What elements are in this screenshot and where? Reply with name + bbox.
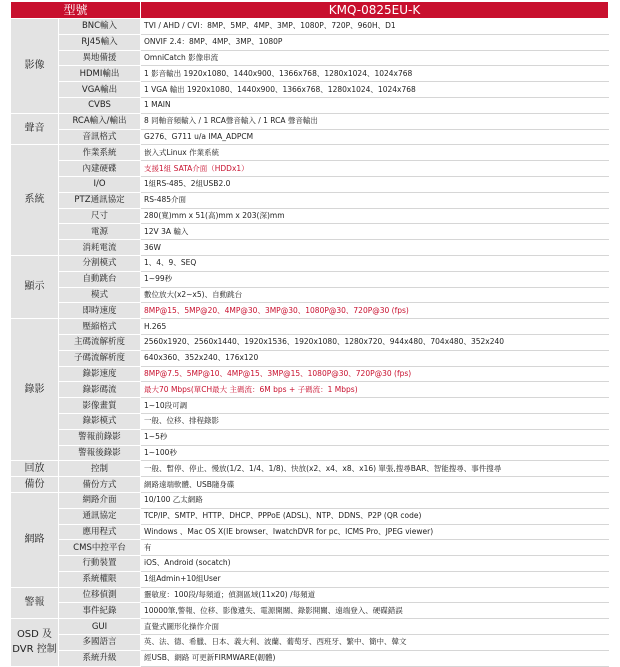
spec-row — [11, 524, 609, 540]
spec-row — [11, 97, 609, 113]
spec-row — [11, 161, 609, 177]
spec-value: 10/100 乙太網路 — [141, 492, 609, 508]
spec-label: HDMI輸出 — [59, 66, 141, 82]
spec-value: 280(寬)mm x 51(高)mm x 203(深)mm — [141, 208, 609, 224]
spec-row — [11, 287, 609, 303]
spec-row — [11, 492, 609, 508]
spec-label: 模式 — [59, 287, 141, 303]
spec-row — [11, 303, 609, 319]
spec-label: 自動跳台 — [59, 271, 141, 287]
spec-row — [11, 271, 609, 287]
category-cell: 顯示 — [11, 255, 59, 318]
spec-value: 1~99秒 — [141, 271, 609, 287]
spec-label: BNC輸入 — [59, 19, 141, 35]
spec-value: 8MP@15、5MP@20、4MP@30、3MP@30、1080P@30、720P@30 (fps) — [141, 303, 609, 319]
spec-value: H.265 — [141, 319, 609, 335]
category-cell: OSD 及 DVR 控制 — [11, 619, 59, 666]
spec-value: Windows 、Mac OS X(IE browser、IwatchDVR for pc、ICMS Pro、JPEG viewer) — [141, 524, 609, 540]
spec-row — [11, 255, 609, 271]
spec-label: 事件紀錄 — [59, 603, 141, 619]
spec-value: 8MP@7.5、5MP@10、4MP@15、3MP@15、1080P@30、720P@30 (fps) — [141, 366, 609, 382]
spec-label: 壓縮格式 — [59, 319, 141, 335]
spec-label: 電源 — [59, 224, 141, 240]
spec-row — [11, 556, 609, 572]
spec-label: 警報後錄影 — [59, 445, 141, 461]
spec-label: 子碼流解析度 — [59, 350, 141, 366]
category-cell: 網路 — [11, 492, 59, 587]
spec-label: 控制 — [59, 461, 141, 477]
spec-label: 錄影速度 — [59, 366, 141, 382]
spec-label: CMS中控平台 — [59, 540, 141, 556]
spec-value: G276、G711 u/a IMA_ADPCM — [141, 129, 609, 145]
spec-label: 警報前錄影 — [59, 429, 141, 445]
spec-value: 1、4、9、SEQ — [141, 255, 609, 271]
spec-label: PTZ通訊協定 — [59, 192, 141, 208]
spec-value: 靈敏度：100段/每頻道；偵測區域(11x20) /每頻道 — [141, 587, 609, 603]
model-label: 型號 — [11, 2, 141, 19]
category-cell: 回放 — [11, 461, 59, 477]
spec-label: CVBS — [59, 97, 141, 113]
spec-row — [11, 366, 609, 382]
spec-label: 錄影模式 — [59, 413, 141, 429]
spec-label: 備份方式 — [59, 477, 141, 493]
spec-value: 8 同軸音頻輸入 / 1 RCA聲音輸入 / 1 RCA 聲音輸出 — [141, 113, 609, 129]
spec-row — [11, 587, 609, 603]
spec-label: 影像畫質 — [59, 398, 141, 414]
spec-label: 即時速度 — [59, 303, 141, 319]
spec-row — [11, 319, 609, 335]
spec-value: 640x360、352x240、176x120 — [141, 350, 609, 366]
spec-label: 網路介面 — [59, 492, 141, 508]
spec-row — [11, 34, 609, 50]
spec-value: OmniCatch 影像串流 — [141, 50, 609, 66]
spec-row — [11, 240, 609, 256]
spec-value: 1 VGA 輸出 1920x1080、1440x900、1366x768、1280x1024、1024x768 — [141, 82, 609, 98]
spec-value: 英、法、德、希臘、日本、義大利、波蘭、葡萄牙、西班牙、繁中、簡中、韓文 — [141, 635, 609, 651]
spec-label: VGA輸出 — [59, 82, 141, 98]
spec-row — [11, 429, 609, 445]
spec-row — [11, 19, 609, 35]
spec-row — [11, 113, 609, 129]
spec-row — [11, 477, 609, 493]
spec-row — [11, 192, 609, 208]
spec-row — [11, 413, 609, 429]
spec-row — [11, 50, 609, 66]
category-cell: 聲音 — [11, 113, 59, 145]
spec-row — [11, 350, 609, 366]
spec-row — [11, 635, 609, 651]
spec-label: 錄影碼流 — [59, 382, 141, 398]
spec-row — [11, 508, 609, 524]
spec-row — [11, 145, 609, 161]
spec-value: 一般、暫停、停止、慢放(1/2、1/4、1/8)、快放(x2、x4、x8、x16) 單張,搜尋BAR、智能搜尋、事件搜尋 — [141, 461, 609, 477]
spec-value: 1~100秒 — [141, 445, 609, 461]
spec-table — [10, 1, 609, 667]
spec-value: 支援1組 SATA介面（HDDx1） — [141, 161, 609, 177]
model-number: KMQ-0825EU-K — [141, 2, 609, 19]
spec-row — [11, 82, 609, 98]
category-cell: 系統 — [11, 145, 59, 256]
spec-label: 音訊格式 — [59, 129, 141, 145]
spec-label: RCA輸入/輸出 — [59, 113, 141, 129]
spec-value: 有 — [141, 540, 609, 556]
spec-value: 10000筆,警報、位移、影像遺失、電源開關、錄影開關、遠端登入、硬碟錯誤 — [141, 603, 609, 619]
spec-value: TVI / AHD / CVI：8MP、5MP、4MP、3MP、1080P、720P、960H、D1 — [141, 19, 609, 35]
spec-label: 系統升級 — [59, 650, 141, 666]
spec-value: 36W — [141, 240, 609, 256]
spec-label: 主碼流解析度 — [59, 334, 141, 350]
spec-row — [11, 619, 609, 635]
spec-label: 行動裝置 — [59, 556, 141, 572]
spec-label: 內建硬碟 — [59, 161, 141, 177]
spec-value: RS-485介面 — [141, 192, 609, 208]
spec-row — [11, 66, 609, 82]
spec-label: 系統權限 — [59, 571, 141, 587]
spec-value: 1 影音輸出 1920x1080、1440x900、1366x768、1280x1024、1024x768 — [141, 66, 609, 82]
spec-label: 通訊協定 — [59, 508, 141, 524]
spec-value: 最大70 Mbps(單CH最大 主碼流：6M bps + 子碼流：1 Mbps) — [141, 382, 609, 398]
spec-value: 經USB、網路 可更新FIRMWARE(韌體) — [141, 650, 609, 666]
spec-row — [11, 461, 609, 477]
spec-row — [11, 571, 609, 587]
spec-row — [11, 224, 609, 240]
spec-label: 作業系統 — [59, 145, 141, 161]
spec-label: 多國語言 — [59, 635, 141, 651]
spec-value: 直覺式圖形化操作介面 — [141, 619, 609, 635]
spec-row — [11, 334, 609, 350]
spec-label: RJ45輸入 — [59, 34, 141, 50]
category-cell: 影像 — [11, 19, 59, 114]
spec-value: 1 MAIN — [141, 97, 609, 113]
spec-row — [11, 382, 609, 398]
header-row — [11, 2, 609, 19]
spec-row — [11, 603, 609, 619]
category-cell: 警報 — [11, 587, 59, 619]
spec-label: 應用程式 — [59, 524, 141, 540]
spec-label: 尺寸 — [59, 208, 141, 224]
spec-label: 位移偵測 — [59, 587, 141, 603]
category-cell: 錄影 — [11, 319, 59, 461]
spec-value: 2560x1920、2560x1440、1920x1536、1920x1080、1280x720、944x480、704x480、352x240 — [141, 334, 609, 350]
spec-row — [11, 208, 609, 224]
spec-row — [11, 540, 609, 556]
spec-value: 1組RS-485、2組USB2.0 — [141, 176, 609, 192]
spec-value: TCP/IP、SMTP、HTTP、DHCP、PPPoE (ADSL)、NTP、DDNS、P2P (QR code) — [141, 508, 609, 524]
spec-value: iOS、Android (socatch) — [141, 556, 609, 572]
spec-row — [11, 398, 609, 414]
category-cell: 備份 — [11, 477, 59, 493]
spec-row — [11, 445, 609, 461]
spec-value: 1~10段可調 — [141, 398, 609, 414]
spec-label: GUI — [59, 619, 141, 635]
spec-value: 12V 3A 輸入 — [141, 224, 609, 240]
spec-value: 一般、位移、排程錄影 — [141, 413, 609, 429]
spec-label: I/O — [59, 176, 141, 192]
spec-value: 網路遠端軟體、USB隨身碟 — [141, 477, 609, 493]
spec-value: 1~5秒 — [141, 429, 609, 445]
spec-row — [11, 176, 609, 192]
spec-label: 消耗電流 — [59, 240, 141, 256]
spec-row — [11, 129, 609, 145]
spec-label: 異地備援 — [59, 50, 141, 66]
spec-value: 嵌入式Linux 作業系統 — [141, 145, 609, 161]
spec-label: 分割模式 — [59, 255, 141, 271]
spec-row — [11, 650, 609, 666]
spec-value: 1組Admin+10組User — [141, 571, 609, 587]
spec-value: ONVIF 2.4：8MP、4MP、3MP、1080P — [141, 34, 609, 50]
spec-value: 數位放大(x2~x5)、自動跳台 — [141, 287, 609, 303]
